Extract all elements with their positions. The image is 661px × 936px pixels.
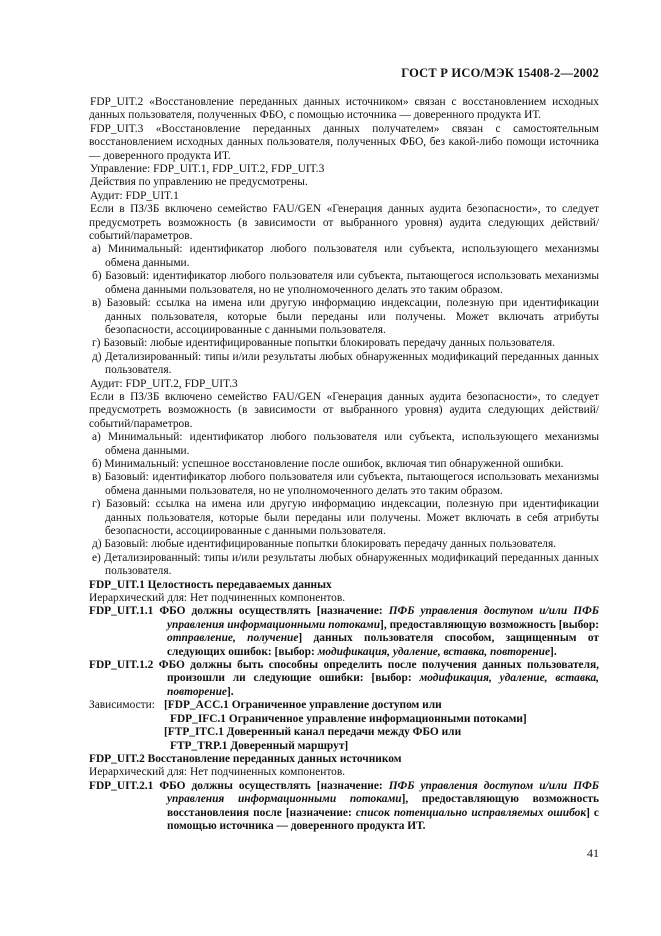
- list-item: в) Базовый: идентификатор любого пользователя или субъекта, пытающегося использовать механизмы обмена данными пользователя, но не уполномоченного делать это таким образом.: [92, 471, 599, 497]
- hierarchy-note: Иерархический для: Нет подчиненных компонентов.: [89, 766, 346, 779]
- list-item: г) Базовый: любые идентифицированные попытки блокировать передачу данных пользователя.: [92, 337, 555, 350]
- list-item: в) Базовый: ссылка на имена или другую информацию индексации, полезную при идентификации данных пользователя, которые были переданы или получены. Может включать атрибуты безопасности, ассоциированные с данными пользователя.: [92, 297, 599, 336]
- dependency-item: FTP_TRP.1 Доверенный маршрут]: [170, 739, 349, 752]
- hierarchy-note: Иерархический для: Нет подчиненных компонентов.: [89, 592, 346, 605]
- requirement-uit-1-1: FDP_UIT.1.1 ФБО должны осуществлять [назначение: ПФБ управления доступом и/или ПФБ управления информационными потоками], предоставляющую возможность [выбор: отправление, получение] данных пользователя способом, защищенным от следующих ошибок: [выбор: модификация, удаление, вставка, повторение].: [89, 605, 599, 658]
- list-item: г) Базовый: ссылка на имена или другую информацию индексации, полезную при идентификации данных пользователя, которые были переданы или получены. Может включать в себя атрибуты безопасности, ассоциированные с данными пользователя.: [92, 498, 599, 537]
- component-heading: FDP_UIT.1 Целостность передаваемых данных: [89, 578, 332, 591]
- paragraph: Действия по управлению не предусмотрены.: [90, 176, 308, 189]
- dependency-item: [FDP_ACC.1 Ограниченное управление доступом или: [164, 699, 442, 712]
- list-item: е) Детализированный: типы и/или результаты любых обнаруженных модификаций переданных данных пользователя.: [92, 551, 599, 578]
- paragraph: Аудит: FDP_UIT.2, FDP_UIT.3: [90, 377, 238, 390]
- dependencies: [89, 699, 599, 753]
- dependency-item: [FTP_ITC.1 Доверенный канал передачи между ФБО или: [164, 726, 462, 739]
- paragraph: FDP_UIT.3 «Восстановление переданных данных получателем» связан с самостоятельным восстановлением исходных данных пользователя, полученных ФБО, без какой-либо помощи источника — доверенного продукта ИТ.: [89, 122, 599, 162]
- dependencies-label: Зависимости:: [89, 699, 155, 712]
- page-header: ГОСТ Р ИСО/МЭК 15408-2—2002: [401, 66, 599, 80]
- list-item: б) Базовый: идентификатор любого пользователя или субъекта, пытающегося использовать механизмы обмена данными пользователя, но не уполномоченного делать это таким образом.: [92, 270, 599, 296]
- list-item: д) Детализированный: типы и/или результаты любых обнаруженных модификаций переданных данных пользователя.: [92, 350, 599, 377]
- paragraph: Если в ПЗ/ЗБ включено семейство FAU/GEN «Генерация данных аудита безопасности», то следует предусмотреть возможность (в зависимости от выбранного уровня) аудита следующих действий/событий/параметров.: [89, 390, 599, 430]
- dependencies-list: [164, 699, 527, 753]
- component-heading: FDP_UIT.2 Восстановление переданных данных источником: [89, 752, 402, 765]
- paragraph: Если в ПЗ/ЗБ включено семейство FAU/GEN «Генерация данных аудита безопасности», то следует предусмотреть возможность (в зависимости от выбранного уровня) аудита следующих действий/событий/параметров.: [89, 203, 599, 243]
- list-item: б) Минимальный: успешное восстановление после ошибок, включая тип обнаруженной ошибки.: [92, 457, 564, 470]
- requirement-uit-1-2: FDP_UIT.1.2 ФБО должны быть способны определить после получения данных пользователя, произошли ли следующие ошибки: [выбор: модификация, удаление, вставка, повторение].: [89, 659, 599, 698]
- paragraph: Аудит: FDP_UIT.1: [90, 189, 179, 202]
- page-number: 41: [587, 846, 599, 860]
- list-item: а) Минимальный: идентификатор любого пользователя или субъекта, использующего механизмы обмена данными.: [92, 431, 599, 457]
- paragraph: Управление: FDP_UIT.1, FDP_UIT.2, FDP_UIT.3: [90, 163, 325, 176]
- page-content: [89, 96, 599, 833]
- requirement-uit-2-1: FDP_UIT.2.1 ФБО должны осуществлять [назначение: ПФБ управления доступом и/или ПФБ управления информационными потоками], предоставляющую возможность восстановления после [назначение: список потенциально исправляемых ошибок] с помощью источника — доверенного продукта ИТ.: [89, 779, 599, 832]
- list-item: а) Минимальный: идентификатор любого пользователя или субъекта, использующего механизмы обмена данными.: [92, 243, 599, 269]
- dependency-item: FDP_IFC.1 Ограниченное управление информационными потоками]: [170, 712, 527, 725]
- list-item: д) Базовый: любые идентифицированные попытки блокировать передачу данных пользователя.: [92, 538, 557, 551]
- paragraph: FDP_UIT.2 «Восстановление переданных данных источником» связан с восстановлением исходных данных пользователя, полученных ФБО, с помощью источника — доверенного продукта ИТ.: [89, 96, 599, 122]
